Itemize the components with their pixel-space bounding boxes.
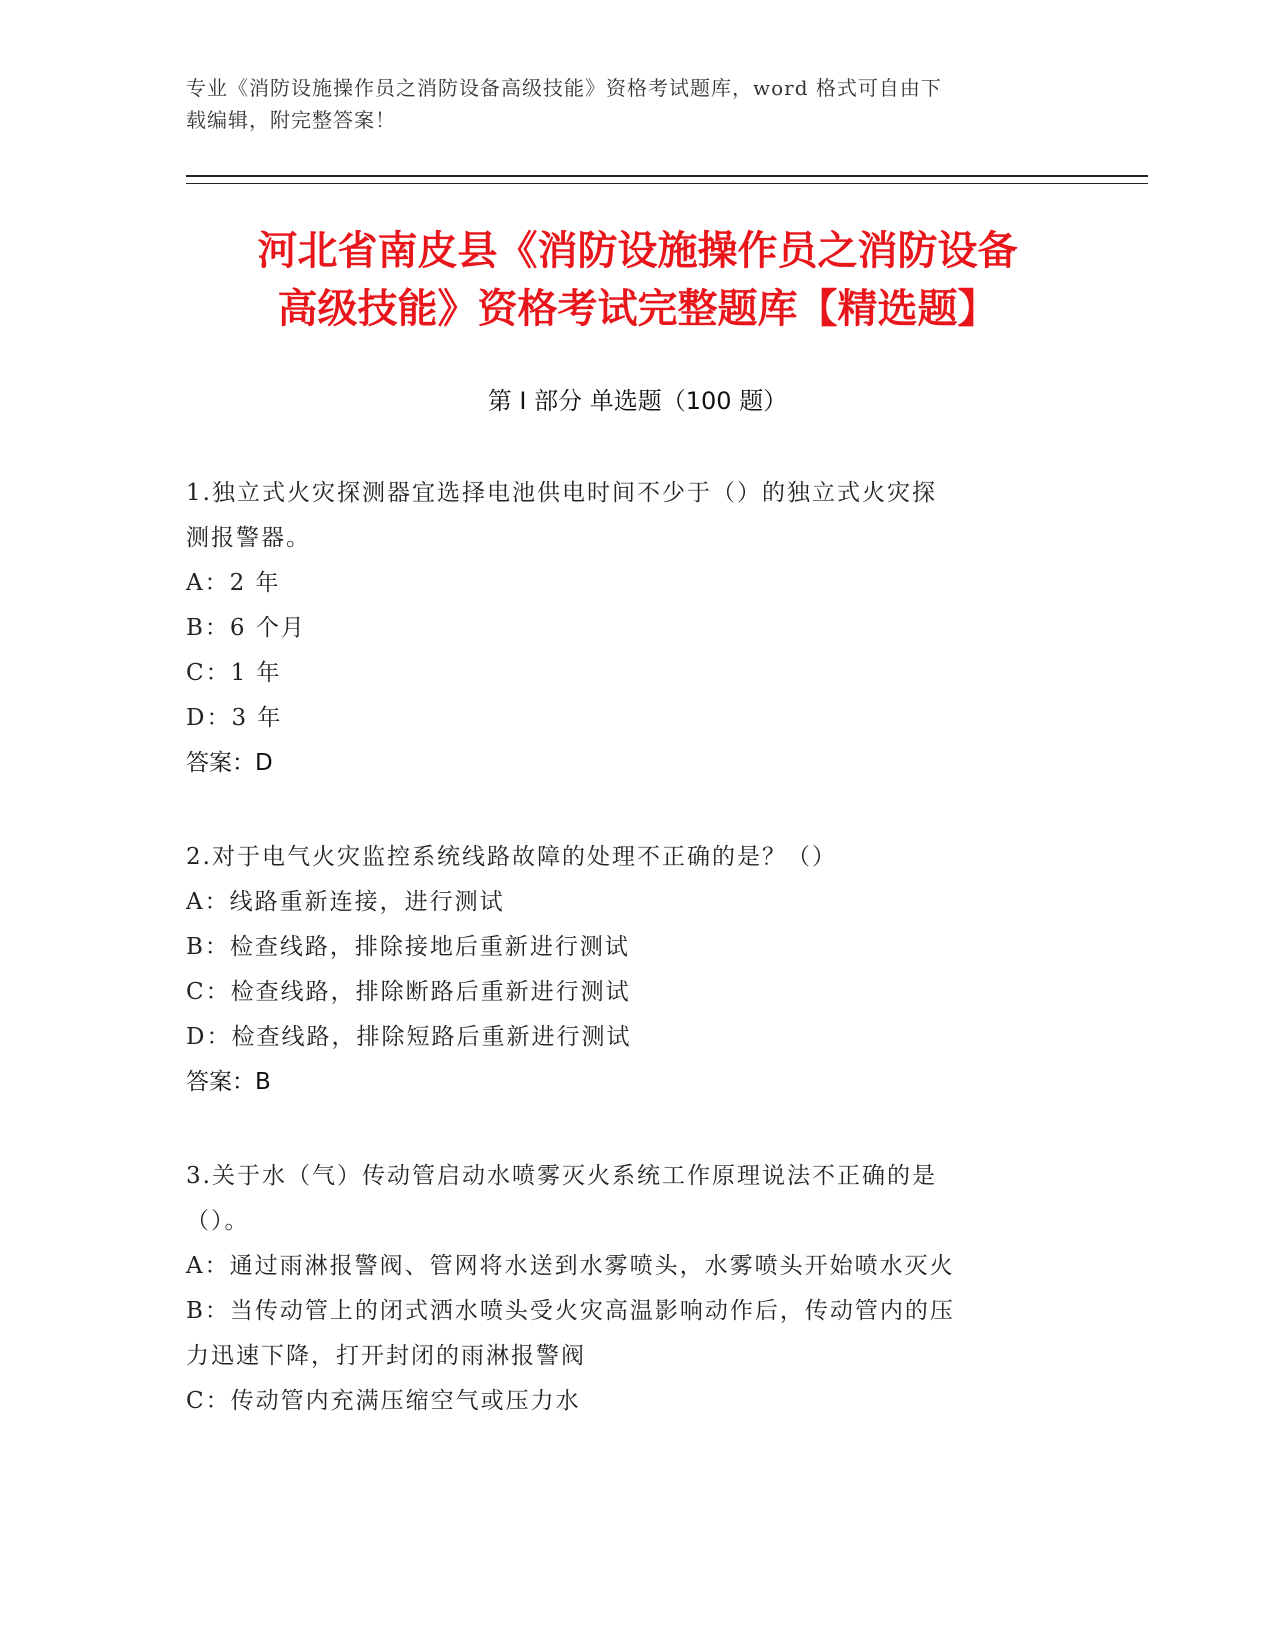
header-divider-thick xyxy=(186,175,1148,177)
question-stem-line: 3.关于水（气）传动管启动水喷雾灭火系统工作原理说法不正确的是 xyxy=(186,1163,937,1189)
header-divider-thin xyxy=(186,183,1148,184)
section-heading: 第 I 部分 单选题（100 题） xyxy=(487,387,788,415)
question-3 xyxy=(186,1154,1086,1424)
option-b: B：6 个月 xyxy=(186,615,306,641)
question-stem xyxy=(186,471,1086,561)
option-a: A：线路重新连接，进行测试 xyxy=(186,889,505,915)
header-note-line: 专业《消防设施操作员之消防设备高级技能》资格考试题库，word 格式可自由下 xyxy=(186,76,942,100)
document-title-line: 高级技能》资格考试完整题库【精选题】 xyxy=(277,286,998,332)
option-c: C：传动管内充满压缩空气或压力水 xyxy=(186,1388,581,1414)
document-title xyxy=(150,222,1125,338)
option-b-continued: 力迅速下降，打开封闭的雨淋报警阀 xyxy=(186,1343,586,1369)
question-2 xyxy=(186,835,1086,1105)
option-c: C：检查线路，排除断路后重新进行测试 xyxy=(186,979,631,1005)
question-stem-line: 2.对于电气火灾监控系统线路故障的处理不正确的是？（） xyxy=(186,844,837,870)
answer-line: 答案：D xyxy=(186,750,273,776)
question-1 xyxy=(186,471,1086,786)
document-title-line: 河北省南皮县《消防设施操作员之消防设备 xyxy=(257,228,1018,274)
option-b: B：检查线路，排除接地后重新进行测试 xyxy=(186,934,630,960)
option-d: D：检查线路，排除短路后重新进行测试 xyxy=(186,1024,632,1050)
option-a: A：通过雨淋报警阀、管网将水送到水雾喷头，水雾喷头开始喷水灭火 xyxy=(186,1253,955,1279)
header-note xyxy=(186,72,1066,136)
question-stem-line: （）。 xyxy=(186,1208,250,1234)
answer-line: 答案：B xyxy=(186,1069,271,1095)
option-c: C：1 年 xyxy=(186,660,282,686)
question-stem-line: 1.独立式火灾探测器宜选择电池供电时间不少于（）的独立式火灾探 xyxy=(186,480,937,506)
question-stem xyxy=(186,835,1086,880)
option-b: B：当传动管上的闭式洒水喷头受火灾高温影响动作后，传动管内的压 xyxy=(186,1298,955,1324)
option-a: A：2 年 xyxy=(186,570,281,596)
header-note-line: 载编辑，附完整答案！ xyxy=(186,108,396,132)
option-d: D：3 年 xyxy=(186,705,283,731)
question-stem-line: 测报警器。 xyxy=(186,525,311,551)
question-stem xyxy=(186,1154,1086,1244)
